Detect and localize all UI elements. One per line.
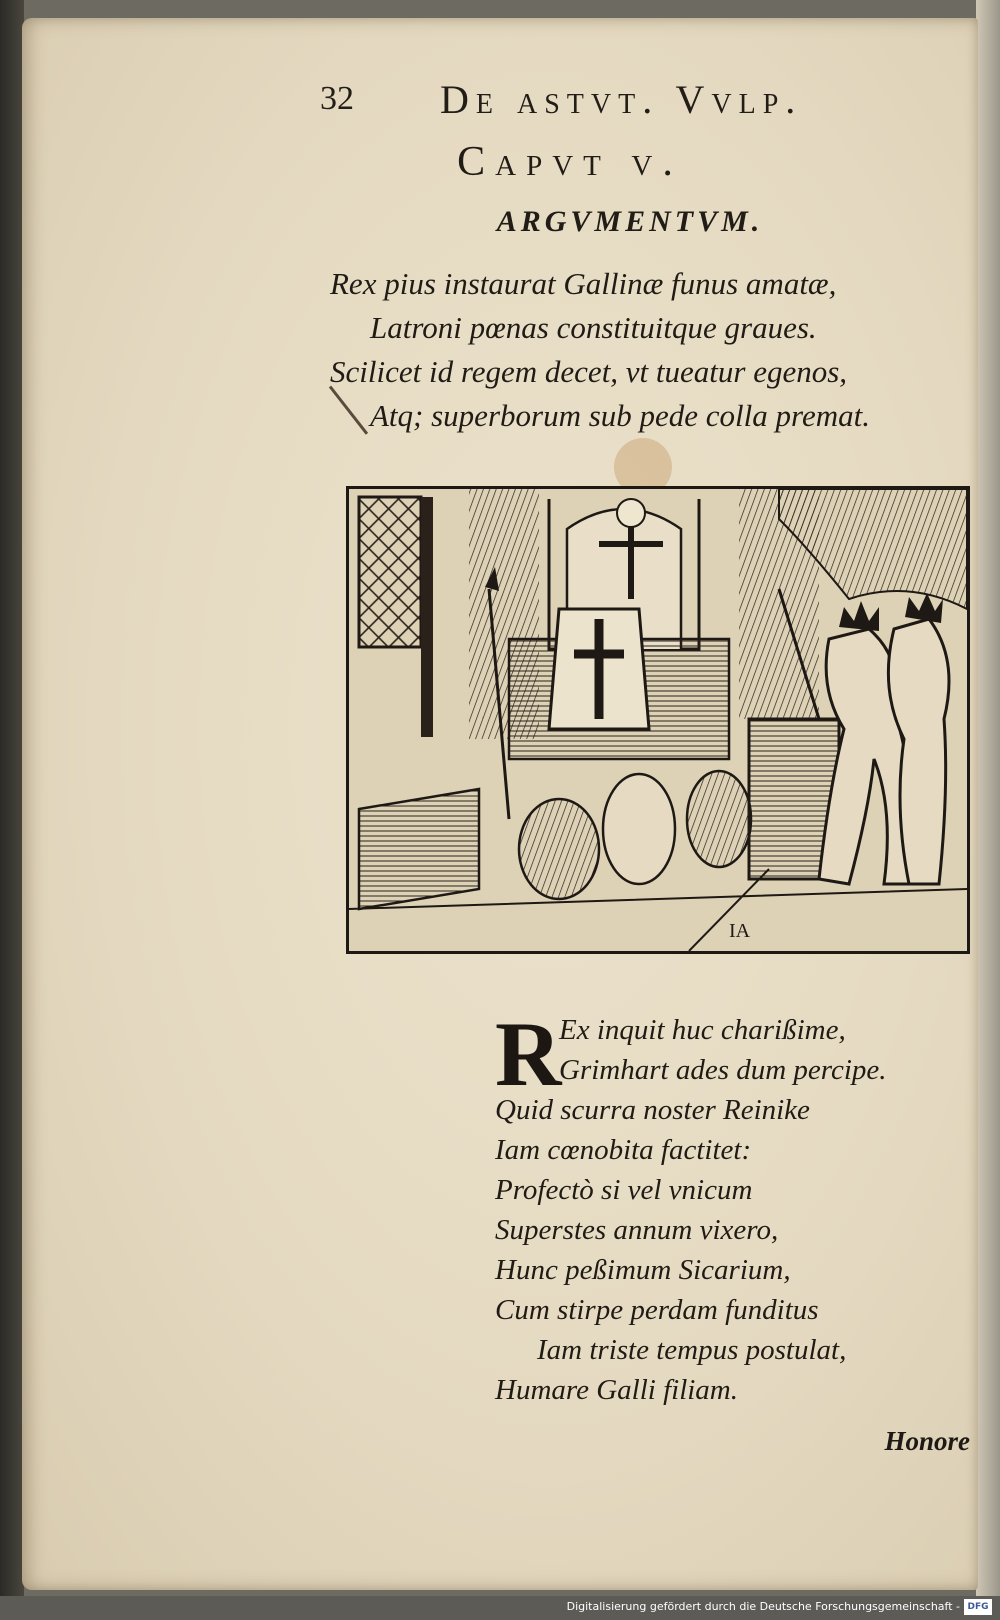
drop-cap: R [495,1003,562,1105]
footer-credit: Digitalisierung gefördert durch die Deutsche Forschungsgemeinschaft - [566,1600,960,1613]
running-head-title: De astvt. Vvlp. [440,77,803,122]
poem-line: Quid scurra noster Reinike [495,1094,810,1126]
poem-line: Humare Galli filiam. [495,1374,739,1406]
window-post [421,497,433,737]
chapter-heading: Capvt v. [457,139,683,185]
argument-verses [330,262,950,438]
poem-line: Grimhart ades dum percipe. [559,1054,887,1086]
woodcut-illustration [346,486,970,954]
mourner-2 [603,774,675,884]
scan-edge-left [0,0,24,1620]
poem-line: Profectò si vel vnicum [495,1174,753,1206]
poem-line: Cum stirpe perdam funditus [495,1294,819,1326]
argument-heading: ARGVMENTVM. [496,205,764,238]
verse-line: Latroni pœnas constituitque graues. [370,310,817,345]
poem-line: Superstes annum vixero, [495,1214,779,1246]
dfg-logo[interactable]: DFG [964,1599,992,1615]
scan-edge-right [976,0,1000,1620]
verse-line: Scilicet id regem decet, vt tueatur egenos, [330,354,848,389]
mourner-3 [687,771,751,867]
poem-line: Ex inquit huc charißime, [559,1014,846,1046]
poem-line: Iam cœnobita factitet: [495,1134,752,1166]
mourner-1 [519,799,599,899]
woodcut-monogram: IA [729,920,751,942]
page-number: 32 [320,80,354,117]
bench [359,789,479,909]
poem-line: Iam triste tempus postulat, [537,1334,847,1366]
catchword: Honore [884,1426,970,1456]
body-poem [495,1003,975,1410]
woodcut-drawing [349,489,967,951]
lattice-window [359,497,421,647]
verse-line: Rex pius instaurat Gallinæ funus amatæ, [330,266,837,301]
running-head [310,72,870,132]
poem-line: Hunc peßimum Sicarium, [495,1254,791,1286]
verse-line: Atq; superborum sub pede colla premat. [370,398,870,433]
digitization-footer [0,1596,1000,1620]
